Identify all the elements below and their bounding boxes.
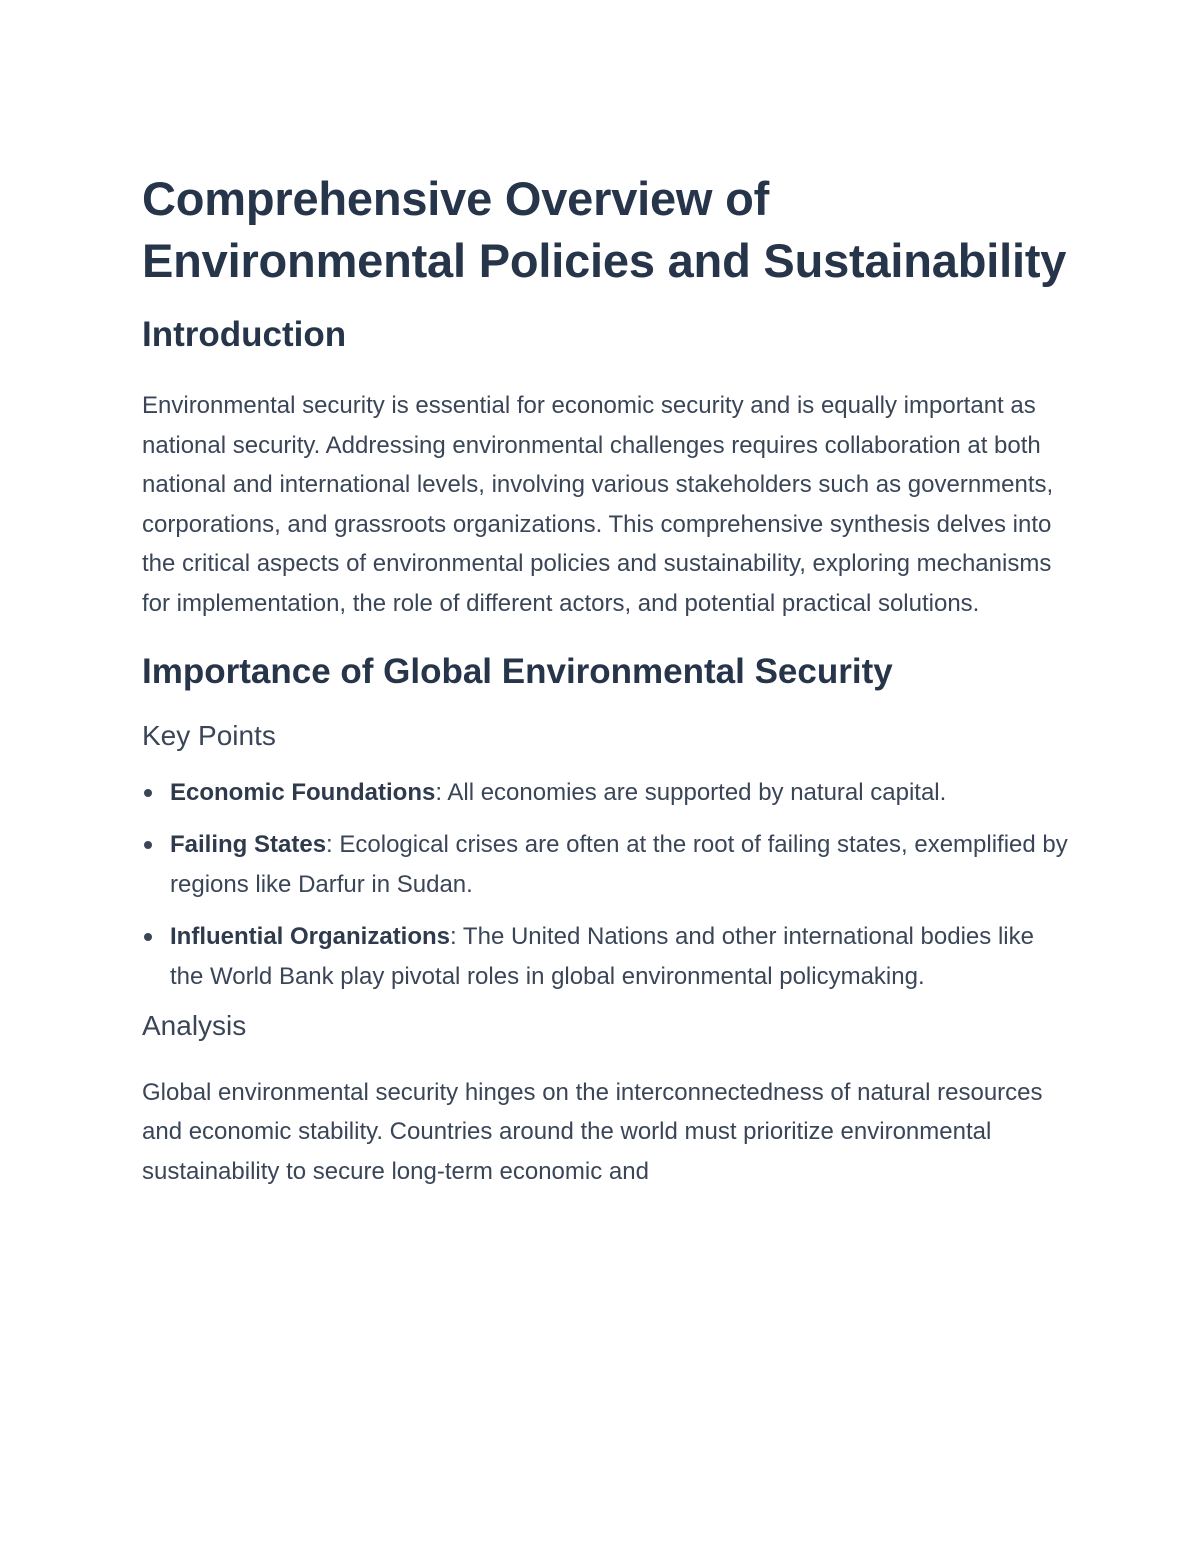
list-item-text: : The United Nations and other international bodies like the World Bank play pivotal roles in global environmental policymaking.	[170, 922, 1034, 990]
document-page	[142, 168, 1072, 1191]
introduction-paragraph: Environmental security is essential for economic security and is equally important as national security. Addressing environmental challenges requires collaboration at both national and international levels, involving various stakeholders such as governments, corporations, and grassroots organizations. This comprehensive synthesis delves into the critical aspects of environmental policies and sustainability, exploring mechanisms for implementation, the role of different actors, and potential practical solutions.	[142, 392, 1054, 617]
bullet-icon	[144, 933, 152, 941]
list-item-term: Economic Foundations	[170, 779, 436, 806]
section-heading-importance: Importance of Global Environmental Security	[142, 652, 893, 691]
list-item	[142, 773, 1072, 814]
subheading-analysis: Analysis	[142, 1009, 247, 1041]
list-item-term: Influential Organizations	[170, 922, 451, 950]
analysis-paragraph: Global environmental security hinges on the interconnectedness of natural resources and economic stability. Countries around the world must prioritize environmental sustainability to secure long-term economic and	[142, 1078, 1043, 1185]
list-item	[142, 825, 1072, 906]
bullet-icon	[144, 841, 152, 849]
list-item-text: : Ecological crises are often at the root of failing states, exemplified by regions like Darfur in Sudan.	[170, 830, 1068, 898]
subheading-key-points: Key Points	[142, 720, 276, 751]
document-title: Comprehensive Overview of Environmental Policies and Sustainability	[142, 172, 1067, 287]
list-item-text: : All economies are supported by natural capital.	[435, 779, 947, 806]
bullet-icon	[144, 789, 152, 797]
list-item	[142, 917, 1072, 998]
list-item-term: Failing States	[170, 830, 327, 858]
section-heading-introduction: Introduction	[142, 315, 347, 354]
key-points-list	[142, 773, 1072, 998]
